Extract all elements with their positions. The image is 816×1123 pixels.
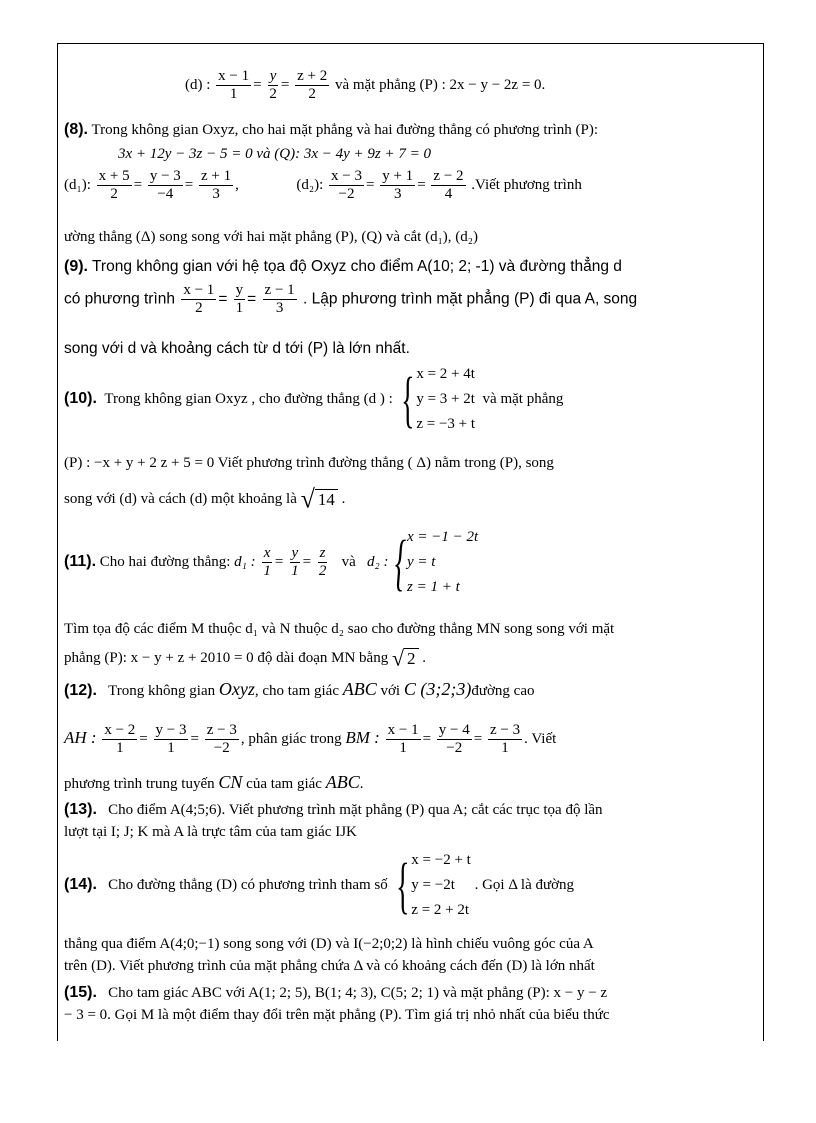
- problem-number: (11).: [64, 552, 97, 570]
- problem-number: (9).: [64, 258, 88, 275]
- problem-number: (14).: [64, 875, 97, 893]
- fraction: $\frac{x - 1}{2}$: [183, 282, 215, 316]
- fraction: $\frac{z + 1}{3}$: [201, 168, 232, 202]
- fraction: $\frac{y - 4}{-2}$: [438, 722, 470, 756]
- problem-number: (8).: [64, 121, 88, 138]
- text: Trong không gian với hệ tọa độ Oxyz cho điểm A(10; 2; -1) và đường thẳng d: [92, 258, 622, 275]
- text: (d) :: [185, 76, 211, 93]
- fraction: $\frac{x - 1}{1}$: [387, 722, 419, 756]
- text: . Viết: [524, 730, 557, 747]
- problem-number: (15).: [64, 984, 97, 1001]
- fraction: $\frac{x - 3}{-2}$: [331, 168, 362, 202]
- p15-line1: [64, 984, 607, 1002]
- text: AH :: [64, 727, 97, 747]
- text: Cho hai đường thẳng:: [99, 553, 231, 570]
- fraction: $\frac{z - 3}{-2}$: [206, 722, 237, 756]
- p14-line3: trên (D). Viết phương trình của mặt phẳng chứa Δ và có khoảng cách đến (D) là lớn nhất: [64, 958, 595, 974]
- p7-line: (d) : $\frac{x - 1}{1}$ = $\frac{y}{2}$ = $\frac{z + 2}{2}$ và mặt phẳng (P) : 2x − y − 2z = 0.: [185, 68, 546, 102]
- p8-line4: ường thẳng (Δ) song song với hai mặt phẳng (P), (Q) và cắt (d₁), (d₂): [64, 229, 479, 245]
- p11-line2: Tìm tọa độ các điểm M thuộc d₁ và N thuộc d₂ sao cho đường thẳng MN song song với mặt: [64, 621, 615, 637]
- fraction: $\frac{y - 3}{1}$: [155, 722, 187, 756]
- p13-line2: lượt tại I; J; K mà A là trực tâm của tam giác IJK: [64, 824, 357, 840]
- p11-line3: [64, 645, 427, 671]
- text: Oxyz: [218, 679, 255, 699]
- text: , cho tam giác: [254, 683, 339, 699]
- square-root: √ 14: [301, 490, 338, 509]
- p9-line1: [64, 258, 622, 276]
- text: BM :: [345, 727, 380, 747]
- p12-line3: [64, 773, 363, 793]
- p8-line3: (d₁): $\frac{x + 5}{2}$ = $\frac{y - 3}{-4}$ = $\frac{z + 1}{3}$ , (d₂): $\frac{x - 3}{-2}$ = $\frac{y + 1}{3}$ = $\frac{z - 2}{4}$ .Viết phương trình: [64, 168, 582, 202]
- fraction: $\frac{y - 3}{-4}$: [149, 168, 181, 202]
- problem-number: (13).: [64, 801, 97, 818]
- text: .: [341, 491, 346, 507]
- text: và: [341, 553, 356, 570]
- text: Cho điểm A(4;5;6). Viết phương trình mặt phẳng (P) qua A; cắt các trục tọa độ lần: [108, 802, 603, 818]
- p10-line1: [64, 362, 563, 437]
- fraction: $\frac{x - 1}{1}$: [218, 68, 250, 102]
- fraction: $\frac{x - 2}{1}$: [104, 722, 136, 756]
- text: . Lập phương trình mặt phẳng (P) đi qua A, song: [302, 290, 638, 308]
- text: .: [422, 650, 427, 666]
- p8-line1: [64, 121, 598, 139]
- text: song với (d) và cách (d) một khoảng là: [64, 491, 297, 507]
- fraction: $\frac{y}{2}$: [269, 68, 277, 102]
- text: d₂ :: [366, 553, 389, 570]
- text: Trong không gian: [108, 683, 216, 699]
- text: .Viết phương trình: [471, 176, 582, 193]
- text: ABC: [342, 679, 377, 699]
- fraction: $\frac{z}{2}$: [318, 545, 327, 579]
- fraction: $\frac{z - 3}{1}$: [489, 722, 521, 756]
- fraction: $\frac{y + 1}{3}$: [382, 168, 414, 202]
- text: ABC: [325, 772, 360, 792]
- fraction: $\frac{x + 5}{2}$: [98, 168, 130, 202]
- p12-line2: AH : $\frac{x - 2}{1}$ = $\frac{y - 3}{1}$ = $\frac{z - 3}{-2}$ , phân giác trong BM : $\frac{x - 1}{1}$ = $\frac{y - 4}{-2}$ = $\frac{z - 3}{1}$ . Viết: [64, 722, 557, 756]
- problem-number: (10).: [64, 389, 97, 407]
- text: , phân giác trong: [240, 730, 342, 747]
- p11-line1: (11). Cho hai đường thẳng: d₁ : $\frac{x}{1}$ = $\frac{y}{1}$ = $\frac{z}{2}$ và d₂ : { x = −1 − 2t y = t z = 1 + t: [64, 525, 478, 600]
- p12-line1: [64, 680, 534, 700]
- equation-system: { x = −1 − 2t y = t z = 1 + t: [395, 528, 479, 597]
- text: . Gọi Δ là đường: [474, 876, 575, 893]
- text: phẳng (P): x − y + z + 2010 = 0 độ dài đoạn MN bằng: [64, 650, 389, 666]
- text: .: [359, 776, 364, 792]
- text: với: [380, 683, 401, 699]
- p8-line2: 3x + 12y − 3z − 5 = 0 và (Q): 3x − 4y + 9z + 7 = 0: [118, 146, 432, 162]
- text: và mặt phẳng: [482, 390, 564, 407]
- p10-line2: (P) : −x + y + 2 z + 5 = 0 Viết phương trình đường thẳng ( Δ) nằm trong (P), song: [64, 455, 554, 471]
- p15-line2: − 3 = 0. Gọi M là một điểm thay đổi trên mặt phẳng (P). Tìm giá trị nhỏ nhất của biểu thức: [64, 1007, 610, 1023]
- problem-number: (12).: [64, 682, 97, 699]
- text: và mặt phẳng (P) : 2x − y − 2z = 0.: [334, 76, 546, 93]
- text: phương trình trung tuyến: [64, 776, 215, 792]
- p9-line3: song với d và khoảng cách từ d tới (P) là lớn nhất.: [64, 340, 410, 357]
- text: Cho tam giác ABC với A(1; 2; 5), B(1; 4; 3), C(5; 2; 1) và mặt phẳng (P): x − y − z: [108, 985, 608, 1001]
- text: d₁ :: [234, 553, 256, 570]
- fraction: $\frac{y}{1}$: [235, 282, 244, 316]
- text: Cho đường thẳng (D) có phương trình tham số: [108, 876, 388, 893]
- fraction: $\frac{z + 2}{2}$: [297, 68, 328, 102]
- fraction: $\frac{z - 2}{4}$: [433, 168, 464, 202]
- text: Trong không gian Oxyz, cho hai mặt phẳng và hai đường thẳng có phương trình (P):: [91, 122, 598, 138]
- text: Trong không gian Oxyz , cho đường thẳng (d ) :: [104, 390, 393, 407]
- p14-line1: [64, 848, 574, 923]
- fraction: $\frac{z - 1}{3}$: [264, 282, 295, 316]
- p10-line3: [64, 484, 346, 514]
- text: CN: [218, 772, 243, 792]
- text: (d₂):: [296, 176, 324, 193]
- text: của tam giác: [246, 776, 322, 792]
- fraction: $\frac{x}{1}$: [263, 545, 271, 579]
- text: C (3;2;3): [403, 679, 472, 699]
- p13-line1: [64, 801, 603, 819]
- text: có phương trình: [64, 290, 176, 308]
- equation-system: { x = 2 + 4t y = 3 + 2t z = −3 + t: [400, 365, 476, 434]
- p9-line2: có phương trình $\frac{x - 1}{2}$ = $\frac{y}{1}$ = $\frac{z - 1}{3}$ . Lập phương trình mặt phẳng (P) đi qua A, song: [64, 282, 638, 316]
- equation-system: { x = −2 + t y = −2t z = 2 + 2t: [395, 851, 471, 920]
- text: đường cao: [471, 683, 535, 699]
- p14-line2: thẳng qua điểm A(4;0;−1) song song với (D) và I(−2;0;2) là hình chiếu vuông góc của A: [64, 936, 594, 952]
- square-root: √ 2: [392, 649, 419, 668]
- text: (d₁):: [64, 176, 91, 193]
- fraction: $\frac{y}{1}$: [291, 545, 299, 579]
